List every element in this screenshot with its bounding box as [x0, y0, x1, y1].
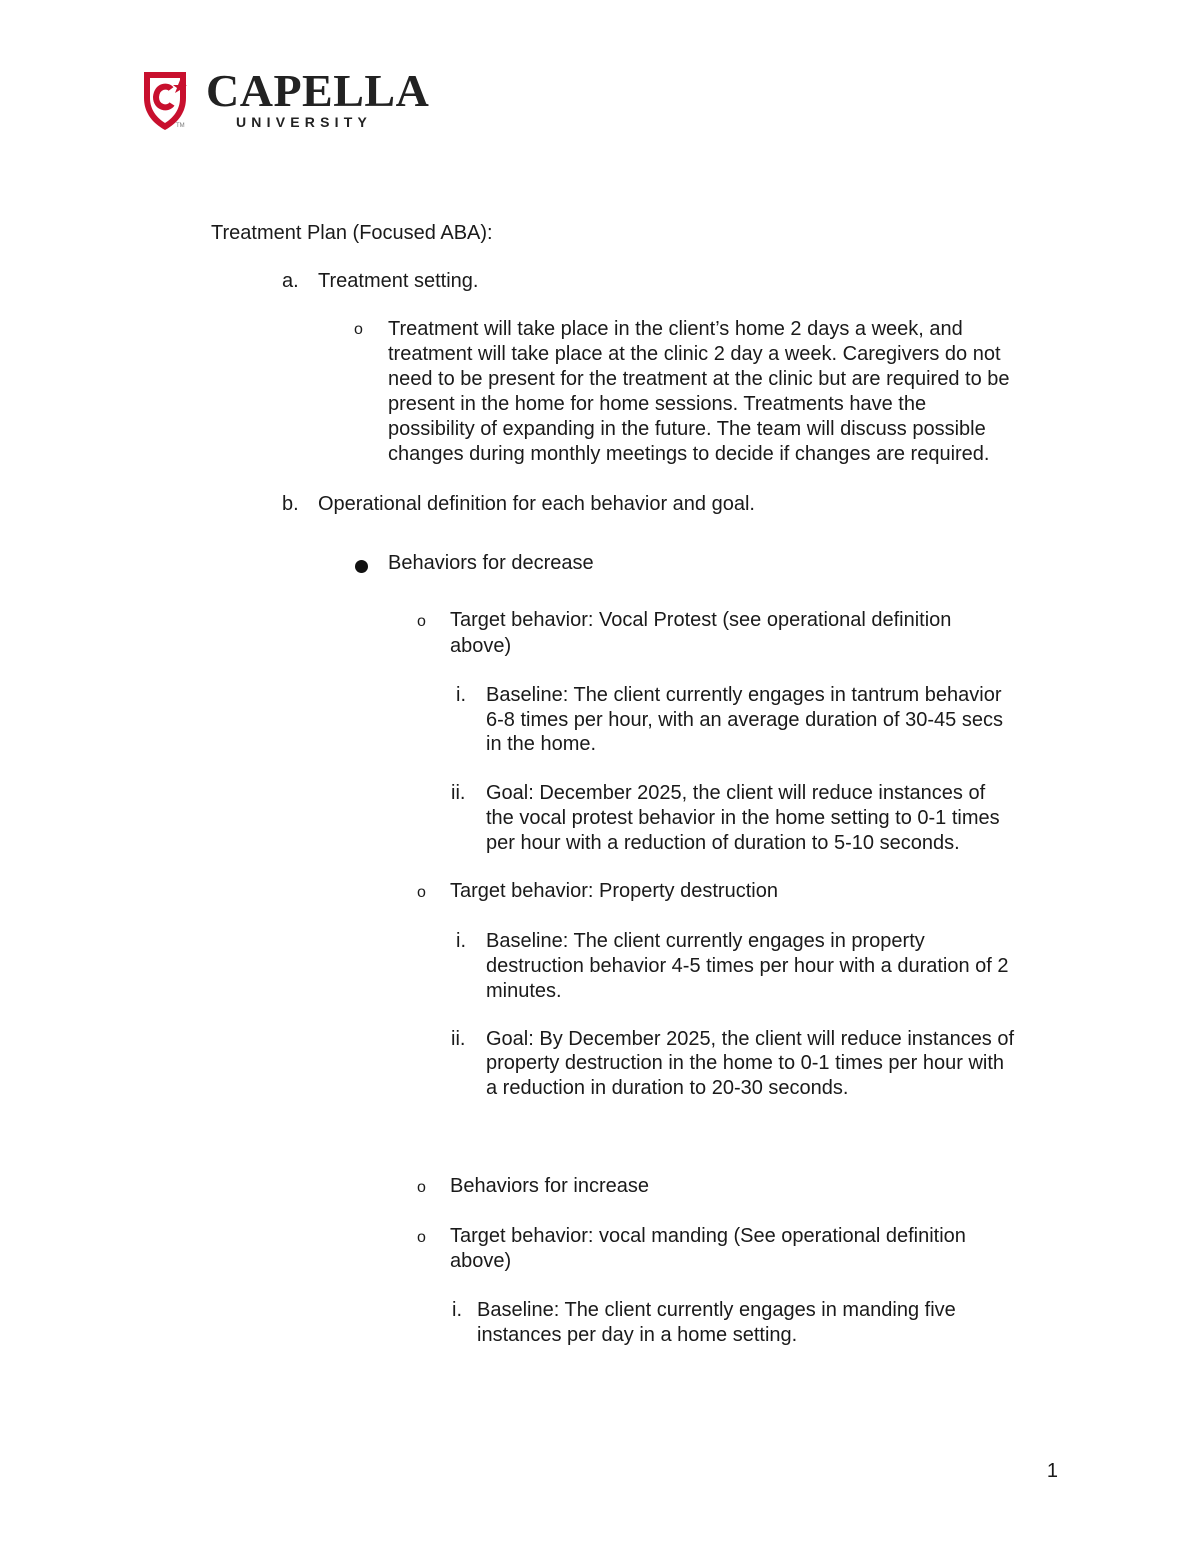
goal-line: a reduction in duration to 20-30 seconds. — [486, 1077, 849, 1099]
baseline-line: Baseline: The client currently engages in property — [486, 930, 925, 952]
baseline-line: Baseline: The client currently engages in manding five — [477, 1299, 956, 1321]
logo-trademark: TM — [176, 123, 185, 129]
baseline-line: minutes. — [486, 980, 562, 1002]
target-behavior-line: Target behavior: Vocal Protest (see operational definition — [450, 609, 952, 631]
goal-line: Goal: By December 2025, the client will reduce instances of — [486, 1028, 1015, 1050]
bullet-o-icon: o — [354, 321, 363, 338]
doc-title: Treatment Plan (Focused ABA): — [211, 222, 493, 244]
list-marker-b: b. — [282, 493, 299, 515]
goal-line: the vocal protest behavior in the home setting to 0-1 times — [486, 807, 1000, 829]
list-marker-ii: ii. — [451, 1028, 466, 1050]
baseline-line: instances per day in a home setting. — [477, 1324, 798, 1346]
bullet-o-icon: o — [417, 1229, 426, 1246]
list-marker-i: i. — [452, 1299, 462, 1321]
bullet-o-icon: o — [417, 884, 426, 901]
target-behavior-line: Target behavior: vocal manding (See operational definition — [450, 1225, 966, 1247]
list-marker-ii: ii. — [451, 782, 466, 804]
goal-line: per hour with a reduction of duration to 5-10 seconds. — [486, 832, 960, 854]
baseline-line: Baseline: The client currently engages in tantrum behavior — [486, 684, 1002, 706]
bullet-o-icon: o — [417, 613, 426, 630]
setting-paragraph-line: need to be present for the treatment at the clinic but are required to be — [388, 368, 1010, 390]
goal-line: property destruction in the home to 0-1 times per hour with — [486, 1052, 1005, 1074]
setting-paragraph-line: changes during monthly meetings to decide if changes are required. — [388, 443, 990, 465]
setting-paragraph-line: present in the home for home sessions. Treatments have the — [388, 393, 927, 415]
section-a-label: Treatment setting. — [318, 270, 479, 292]
baseline-line: destruction behavior 4-5 times per hour with a duration of 2 — [486, 955, 1009, 977]
list-marker-a: a. — [282, 270, 299, 292]
behaviors-decrease-label: Behaviors for decrease — [388, 552, 594, 574]
logo-wordmark: CAPELLA — [206, 65, 430, 116]
baseline-line: in the home. — [486, 733, 597, 755]
target-behavior-line: above) — [450, 1250, 512, 1272]
behaviors-increase-label: Behaviors for increase — [450, 1175, 649, 1197]
baseline-line: 6-8 times per hour, with an average duration of 30-45 secs — [486, 709, 1003, 731]
goal-line: Goal: December 2025, the client will reduce instances of — [486, 782, 986, 804]
logo-subtitle: UNIVERSITY — [236, 114, 373, 130]
page-number: 1 — [1046, 1460, 1058, 1482]
setting-paragraph-line: possibility of expanding in the future. The team will discuss possible — [388, 418, 986, 440]
bullet-dot-icon — [355, 560, 368, 573]
target-behavior-line: Target behavior: Property destruction — [450, 880, 778, 902]
list-marker-i: i. — [456, 930, 466, 952]
list-marker-i: i. — [456, 684, 466, 706]
target-behavior-line: above) — [450, 635, 512, 657]
bullet-o-icon: o — [417, 1179, 426, 1196]
setting-paragraph-line: treatment will take place at the clinic 2 day a week. Caregivers do not — [388, 343, 1001, 365]
setting-paragraph-line: Treatment will take place in the client’s home 2 days a week, and — [388, 318, 963, 340]
capella-logo — [140, 65, 430, 132]
section-b-label: Operational definition for each behavior and goal. — [318, 493, 755, 515]
